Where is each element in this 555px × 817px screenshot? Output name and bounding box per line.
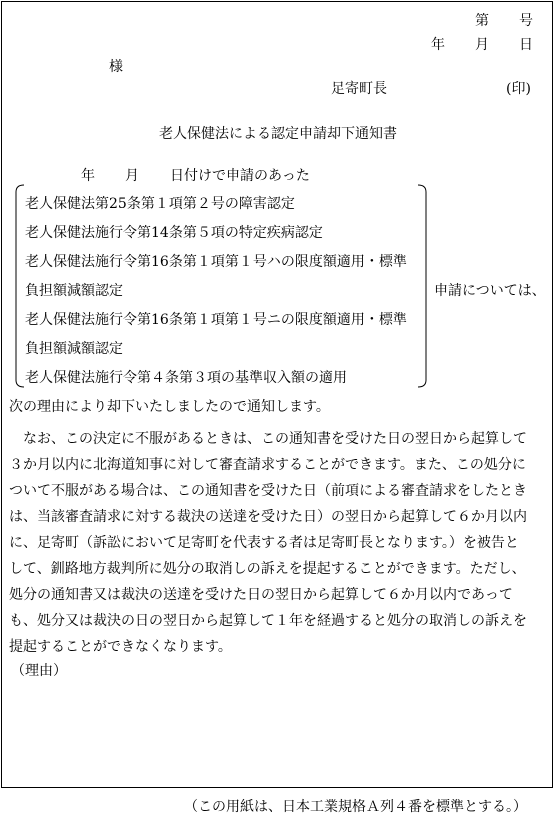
intro-rest: 日付けで申請のあった [170, 168, 310, 184]
date-day-label: 日 [519, 37, 533, 53]
footer-note: （この用紙は、日本工業規格Ａ列４番を標準とする。） [184, 799, 527, 815]
notice-line: 処分の通知書又は裁決の送達を受けた日の翌日から起算して６か月以内であって [9, 587, 513, 603]
reason-label: （理由） [11, 663, 67, 679]
addressee-suffix: 様 [109, 59, 123, 75]
notice-line: 提起することができなくなります。 [9, 639, 232, 655]
option-item: 老人保健法施行令第４条第３項の基準収入額の適用 [25, 370, 347, 386]
option-item: 老人保健法施行令第16条第１項第１号ニの限度額適用・標準 [25, 312, 407, 328]
form-frame [1, 1, 553, 788]
seal-mark: (印) [506, 81, 531, 97]
options-suffix: 申請については、 [434, 283, 546, 299]
number-dai-label: 第 [475, 13, 489, 29]
notice-line: ３か月以内に北海道知事に対して審査請求することができます。また、この処分に [9, 457, 526, 473]
notice-line: は、当該審査請求に対する裁決の送達を受けた日）の翌日から起算して６か月以内 [9, 509, 527, 525]
notice-line: なお、この決定に不服があるときは、この通知書を受けた日の翌日から起算して [23, 431, 527, 447]
notice-line: ついて不服がある場合は、この通知書を受けた日（前項による審査請求をしたとき [9, 483, 527, 499]
issuer-name: 足寄町長 [331, 81, 387, 97]
option-item: 老人保健法第25条第１項第２号の障害認定 [25, 196, 295, 212]
date-month-label: 月 [475, 37, 489, 53]
notice-line: に、足寄町（訴訟において足寄町を代表する者は足寄町長となります。）を被告と [9, 535, 519, 551]
reason-statement: 次の理由により却下いたしましたので通知します。 [9, 399, 330, 415]
intro-month: 月 [125, 168, 139, 184]
notice-line: も、処分又は裁決の日の翌日から起算して１年を経過すると処分の取消しの訴えを [9, 613, 527, 629]
option-item: 負担額減額認定 [25, 283, 123, 299]
document-title: 老人保健法による認定申請却下通知書 [159, 126, 397, 142]
option-item: 老人保健法施行令第16条第１項第１号ハの限度額適用・標準 [25, 254, 407, 270]
option-item: 老人保健法施行令第14条第５項の特定疾病認定 [25, 225, 323, 241]
date-year-label: 年 [431, 37, 445, 53]
intro-year: 年 [81, 168, 95, 184]
notice-line: して、釧路地方裁判所に処分の取消しの訴えを提起することができます。ただし、 [9, 561, 526, 577]
option-item: 負担額減額認定 [25, 341, 123, 357]
number-go-label: 号 [519, 13, 533, 29]
